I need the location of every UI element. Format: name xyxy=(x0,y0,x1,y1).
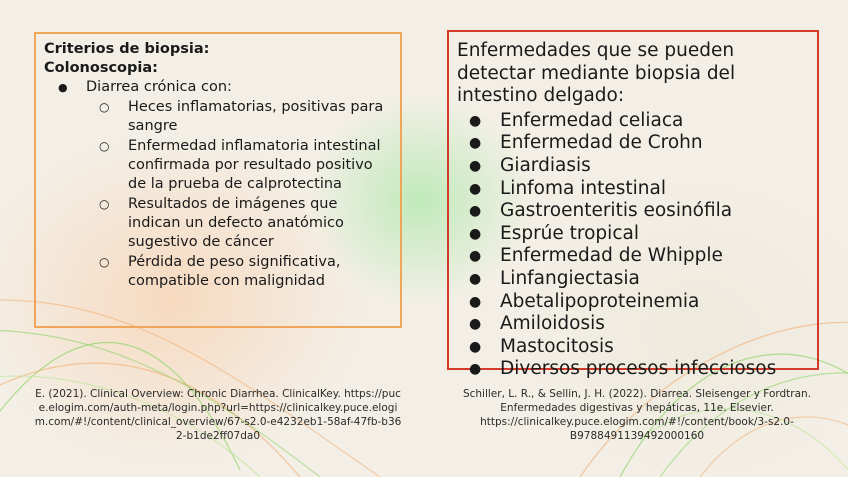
disease-item: ● Mastocitosis xyxy=(457,336,809,359)
citation-right: Schiller, L. R., & Sellin, J. H. (2022). Diarrea. Sleisenger y Fordtran. Enfermedades digestivas y hepáticas, 11e. Elsevier. https://clinicalkey.puce.elogim.com/#!/content/book/3-s2.0-B9788491139492000160 xyxy=(462,388,812,442)
small-intestine-diseases-box xyxy=(447,30,819,380)
disease-item: ● Amiloidosis xyxy=(457,313,809,336)
criteria-subitem: ○ Heces inflamatorias, positivas para sangre xyxy=(44,98,392,136)
disease-item: ● Linfoma intestinal xyxy=(457,178,809,201)
disease-item: ● Abetalipoproteinemia xyxy=(457,291,809,314)
diseases-intro: Enfermedades que se pueden detectar mediante biopsia del intestino delgado: xyxy=(457,40,736,107)
disease-item: ● Enfermedad celiaca xyxy=(457,110,809,133)
disease-item: ● Esprúe tropical xyxy=(457,223,809,246)
disease-item: ● Diversos procesos infecciosos xyxy=(457,358,809,381)
criteria-subitem: ○ Pérdida de peso significativa, compatible con malignidad xyxy=(44,253,392,291)
criteria-subitem: ○ Enfermedad inflamatoria intestinal confirmada por resultado positivo de la prueba de calprotectina xyxy=(44,137,392,194)
disease-item: ● Enfermedad de Crohn xyxy=(457,132,809,155)
disease-item: ● Gastroenteritis eosinófila xyxy=(457,200,809,223)
biopsy-criteria-box xyxy=(34,32,402,328)
criteria-heading: Criterios de biopsia: xyxy=(44,41,210,57)
disease-item: ● Enfermedad de Whipple xyxy=(457,245,809,268)
disease-item: ● Linfangiectasia xyxy=(457,268,809,291)
colonoscopy-heading: Colonoscopia: xyxy=(44,60,158,76)
disease-item: ● Giardiasis xyxy=(457,155,809,178)
chronic-diarrhea-bullet: ● Diarrea crónica con: xyxy=(44,78,392,97)
citation-left: E. (2021). Clinical Overview: Chronic Diarrhea. ClinicalKey. https://puce.elogim.com/auth-meta/login.php?url=https://clinicalkey.puce.elogim.com/#!/content/clinical_overview/67-s2.0-e4232eb1-58af-47fb-b362-b1de2ff07da0 xyxy=(34,388,402,442)
criteria-subitem: ○ Resultados de imágenes que indican un defecto anatómico sugestivo de cáncer xyxy=(44,195,392,252)
